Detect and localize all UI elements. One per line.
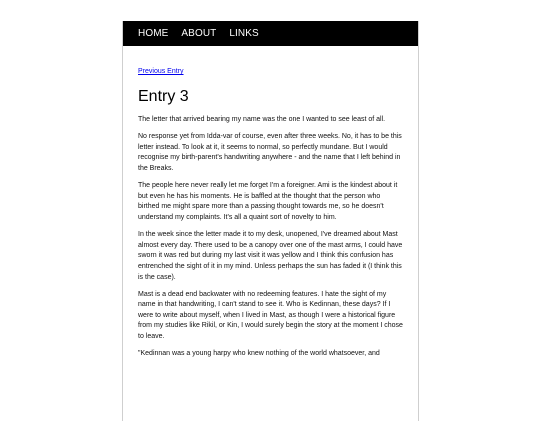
entry-paragraph: The people here never really let me forget I'm a foreigner. Ami is the kindest about it but even he has his moments. He is baffled at the thought that the person who birthed me might spare more than a passing thought towards me, so he doesn't understand my complaints. It's all a quaint sort of novelty to him. [138,182,398,221]
entry-paragraph: In the week since the letter made it to my desk, unopened, I've dreamed about Mast almost every day. There used to be a canopy over one of the mast arms, I could have sworn it was red but during my last visit it was yellow and I think this confusion has entrenched the sight of it in my mind. Unless perhaps the sun has faded it (I think this is the case). [138,231,403,281]
entry-content [123,46,418,360]
entry-paragraph: Mast is a dead end backwater with no redeeming features. I hate the sight of my name in that handwriting, I can't stand to see it. Who is Kedinnan, these days? If I were to write about myself, when I lived in Mast, as though I were a historical figure from my studies like Rikil, or Kin, I would surely begin the story at the moment I chose to leave. [138,290,403,341]
entry-paragraph: No response yet from Idda-var of course, even after three weeks. No, it has to be this letter instead. To look at it, it seems to normal, so perfectly mundane. But I would recognise my birth-parent's handwriting anywhere - and the name that I left behind in the Breaks. [138,133,402,172]
entry-paragraph: "Kedinnan was a young harpy who knew nothing of the world whatsoever, and [138,350,380,358]
previous-entry-link[interactable]: Previous Entry [138,68,184,75]
nav-links-link[interactable]: LINKS [229,28,259,39]
blog-page [122,21,419,421]
nav-about-link[interactable]: ABOUT [181,28,217,39]
entry-title: Entry 3 [138,88,189,105]
top-navbar [123,21,418,46]
entry-paragraph: The letter that arrived bearing my name was the one I wanted to see least of all. [138,116,386,123]
nav-home-link[interactable]: HOME [138,28,169,39]
